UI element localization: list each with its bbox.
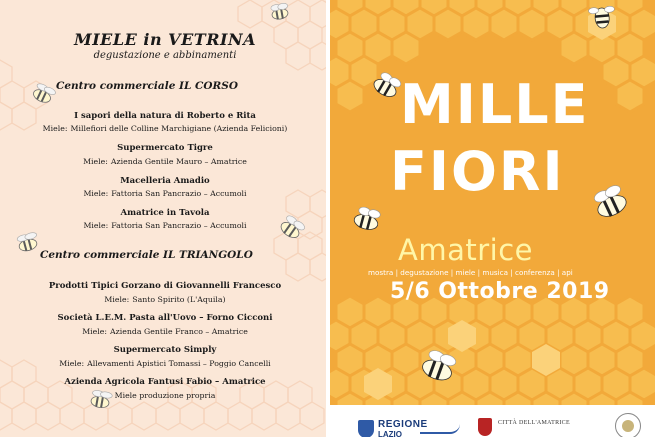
miele-value: Azienda Gentile Franco – Amatrice [110,327,248,336]
section-heading-il-triangolo: Centro commerciale IL TRIANGOLO [40,249,253,261]
miele-label: Miele: [59,359,85,368]
shop-miele [0,221,330,230]
shop-miele [0,359,330,368]
section-heading-il-corso: Centro commerciale IL CORSO [56,80,238,92]
miele-label: Miele: [42,124,68,133]
miele-label: Miele: [83,157,108,166]
shop-name: Supermercato Tigre [117,143,213,153]
city-logo-line1: CITTÀ DELL'AMATRICE [498,420,570,426]
regione-lazio-logo [358,418,463,437]
event-title-line1: MILLE [400,73,590,136]
shop-name: I sapori della natura di Roberto e Rita [74,111,256,121]
shop-miele [0,327,330,336]
shop-miele [0,189,330,198]
shop-name: Azienda Agricola Fantusi Fabio – Amatrice [64,377,266,387]
shop-miele [0,295,330,304]
miele-value: Allevamenti Apistici Tomassi – Poggio Cancelli [87,359,271,368]
miele-value: Azienda Gentile Mauro – Amatrice [110,157,247,166]
miele-value: Santo Spirito (L'Aquila) [132,295,226,304]
shop-miele [0,124,330,133]
event-tags: mostra | degustazione | miele | musica | conferenza | api [368,268,573,277]
lazio-logo-line2: LAZIO [378,430,402,437]
event-title-line2: FIORI [390,140,565,203]
association-seal-icon [615,413,641,437]
lazio-swoosh-icon [420,424,460,434]
page-subtitle: degustazione e abbinamenti [93,50,237,61]
shop-name: Prodotti Tipici Gorzano di Giovannelli Francesco [48,281,282,291]
miele-label: Miele: [83,221,109,230]
shop-name: Amatrice in Tavola [120,208,210,218]
miele-value: Fattoria San Pancrazio – Accumoli [111,221,247,230]
miele-label: Miele: [82,327,108,336]
right-panel [330,0,655,405]
miele-value: Fattoria San Pancrazio – Accumoli [111,189,247,198]
shop-miele: Miele produzione propria [114,391,216,400]
sponsor-footer [330,405,655,437]
shop-name: Società L.E.M. Pasta all'Uovo – Forno Cicconi [57,313,273,323]
miele-value: Millefiori delle Colline Marchigiane (Azienda Felicioni) [70,124,288,133]
miele-label: Miele: [104,295,130,304]
city-crest-icon [478,418,492,436]
lazio-logo-line1: REGIONE [378,419,428,430]
citta-amatrice-logo [478,417,578,437]
page-title: MIELE in VETRINA [73,30,257,49]
event-date: 5/6 Ottobre 2019 [390,279,610,304]
shop-name: Supermercato Simply [113,345,217,355]
miele-label: Miele: [83,189,109,198]
shop-miele [0,157,330,166]
event-location: Amatrice [398,233,533,267]
shop-name: Macelleria Amadio [120,176,210,186]
lazio-shield-icon [358,420,374,437]
